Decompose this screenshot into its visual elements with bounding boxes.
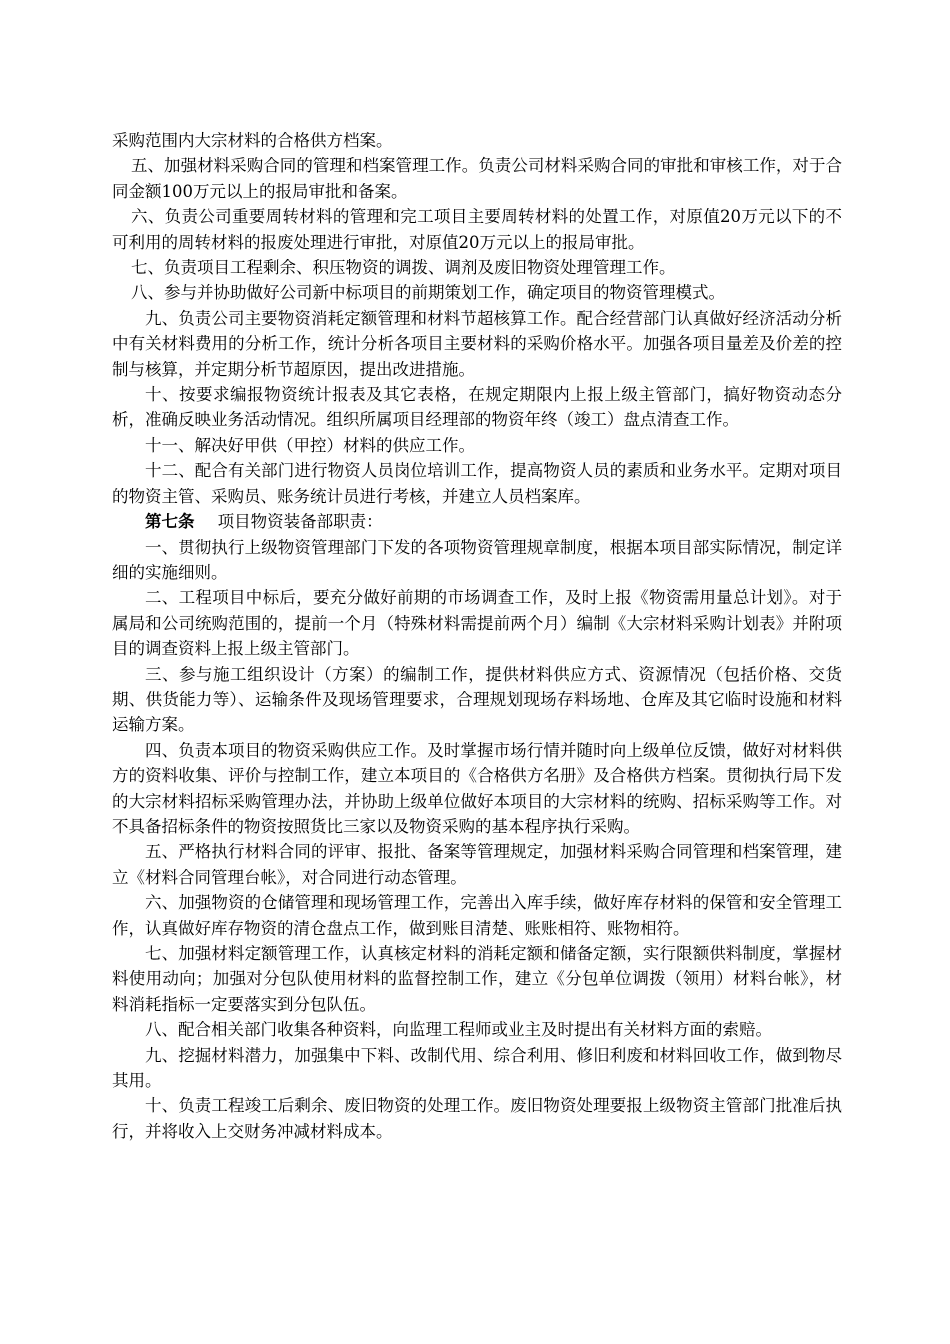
paragraph-item-9: 九、负责公司主要物资消耗定额管理和材料节超核算工作。配合经营部门认真做好经济活动分析中有关材料费用的分析工作，统计分析各项目主要材料的采购价格水平。加强各项目量差及价差的控制与核算，并定期分析节超原因，提出改进措施。 — [112, 308, 842, 379]
article-item-1: 一、贯彻执行上级物资管理部门下发的各项物资管理规章制度，根据本项目部实际情况，制定详细的实施细则。 — [112, 537, 842, 582]
paragraph-item-5: 五、加强材料采购合同的管理和档案管理工作。负责公司材料采购合同的审批和审核工作，对于合同金额100万元以上的报局审批和备案。 — [112, 156, 842, 201]
article-item-3: 三、参与施工组织设计（方案）的编制工作，提供材料供应方式、资源情况（包括价格、交货期、供货能力等）、运输条件及现场管理要求，合理规划现场存料场地、仓库及其它临时设施和材料运输方案。 — [112, 664, 842, 735]
paragraph-item-10: 十、按要求编报物资统计报表及其它表格，在规定期限内上报上级主管部门，搞好物资动态分析，准确反映业务活动情况。组织所属项目经理部的物资年终（竣工）盘点清查工作。 — [112, 385, 842, 430]
article-item-9: 九、挖掘材料潜力，加强集中下料、改制代用、综合利用、修旧利废和材料回收工作，做到物尽其用。 — [112, 1045, 842, 1091]
article-item-7: 七、加强材料定额管理工作，认真核定材料的消耗定额和储备定额，实行限额供料制度，掌握材料使用动向；加强对分包队使用材料的监督控制工作，建立《分包单位调拨（领用）材料台帐》，材料消耗指标一定要落实到分包队伍。 — [112, 944, 842, 1014]
paragraph-item-12: 十二、配合有关部门进行物资人员岗位培训工作，提高物资人员的素质和业务水平。定期对项目的物资主管、采购员、账务统计员进行考核，并建立人员档案库。 — [112, 461, 842, 506]
article-number: 第七条 — [145, 512, 195, 532]
paragraph-item-6: 六、负责公司重要周转材料的管理和完工项目主要周转材料的处置工作，对原值20万元以下的不可利用的周转材料的报废处理进行审批，对原值20万元以上的报局审批。 — [112, 207, 842, 252]
article-item-2: 二、工程项目中标后，要充分做好前期的市场调查工作，及时上报《物资需用量总计划》。对于属局和公司统购范围的，提前一个月（特殊材料需提前两个月）编制《大宗材料采购计划表》并附项目的调查资料上报上级主管部门。 — [112, 588, 842, 659]
article-title: 项目物资装备部职责： — [217, 512, 383, 532]
paragraph-item-7: 七、负责项目工程剩余、积压物资的调拨、调剂及废旧物资处理管理工作。 — [130, 258, 676, 278]
document-body — [112, 128, 842, 1144]
article-item-10: 十、负责工程竣工后剩余、废旧物资的处理工作。废旧物资处理要报上级物资主管部门批准后执行，并将收入上交财务冲减材料成本。 — [112, 1096, 842, 1141]
article-item-5: 五、严格执行材料合同的评审、报批、备案等管理规定，加强材料采购合同管理和档案管理，建立《材料合同管理台帐》，对合同进行动态管理。 — [112, 842, 842, 887]
article-item-8: 八、配合相关部门收集各种资料，向监理工程师或业主及时提出有关材料方面的索赔。 — [145, 1020, 772, 1040]
paragraph-item-11: 十一、解决好甲供（甲控）材料的供应工作。 — [145, 435, 475, 455]
article-item-6: 六、加强物资的仓储管理和现场管理工作，完善出入库手续，做好库存材料的保管和安全管理工作，认真做好库存物资的清仓盘点工作，做到账目清楚、账账相符、账物相符。 — [112, 893, 842, 938]
article-item-4: 四、负责本项目的物资采购供应工作。及时掌握市场行情并随时向上级单位反馈，做好对材料供方的资料收集、评价与控制工作，建立本项目的《合格供方名册》及合格供方档案。贯彻执行局下发的大宗材料招标采购管理办法，并协助上级单位做好本项目的大宗材料的统购、招标采购等工作。对不具备招标条件的物资按照货比三家以及物资采购的基本程序执行采购。 — [112, 740, 842, 836]
article-heading — [112, 509, 842, 534]
paragraph-continuation: 采购范围内大宗材料的合格供方档案。 — [112, 131, 393, 150]
paragraph-item-8: 八、参与并协助做好公司新中标项目的前期策划工作，确定项目的物资管理模式。 — [130, 283, 725, 303]
